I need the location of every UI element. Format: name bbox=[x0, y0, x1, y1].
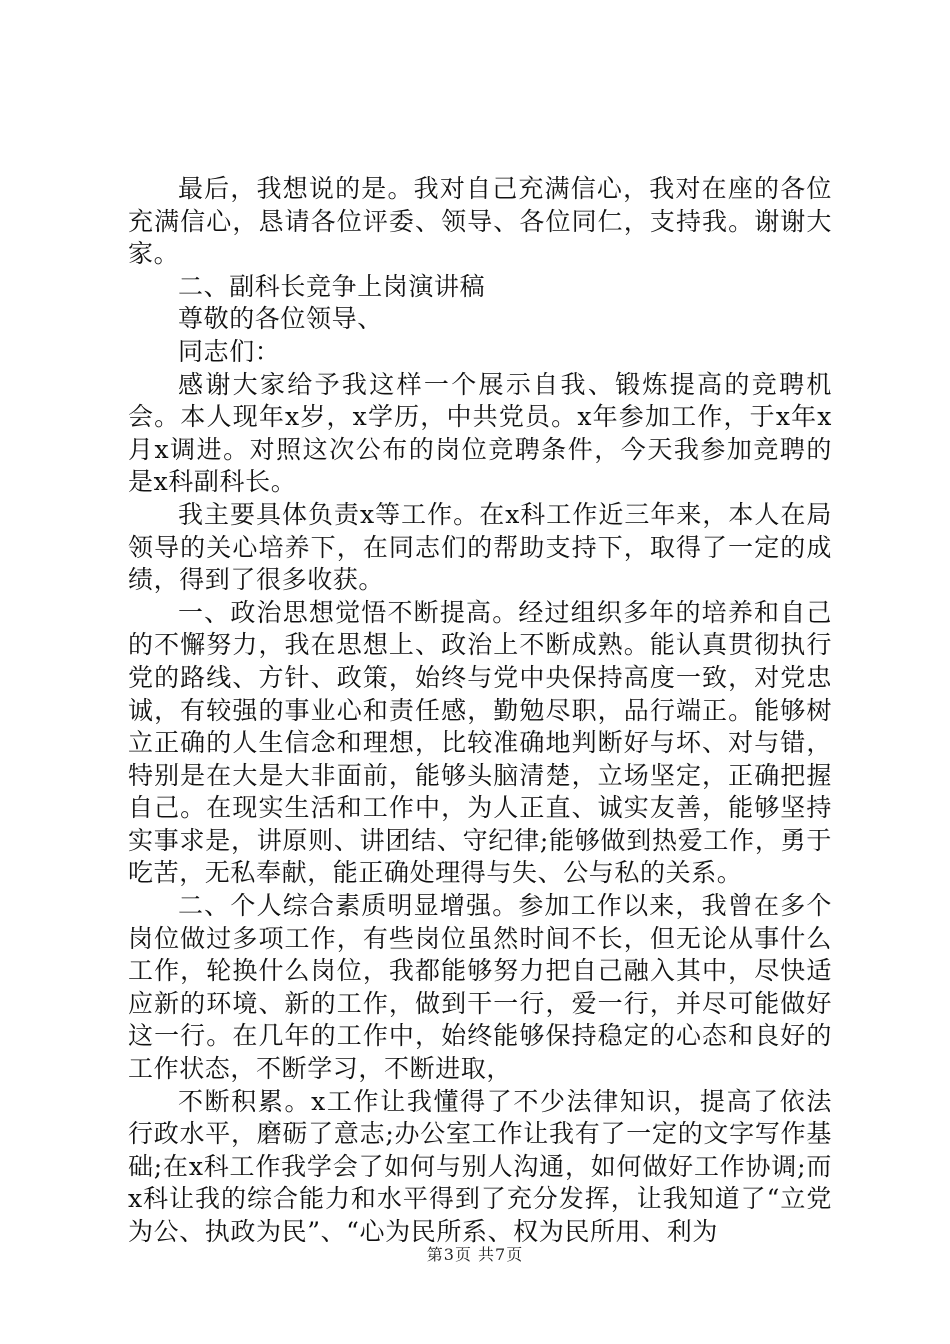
responsibility-paragraph: 我主要具体负责x等工作。在x科工作近三年来，本人在局领导的关心培养下，在同志们的帮助支持下，取得了一定的成绩，得到了很多收获。 bbox=[128, 499, 832, 595]
section-heading: 二、副科长竞争上岗演讲稿 bbox=[178, 271, 486, 301]
document-body bbox=[128, 173, 832, 1249]
quality-paragraph: 二、个人综合素质明显增强。参加工作以来，我曾在多个岗位做过多项工作，有些岗位虽然时间不长，但无论从事什么工作，轮换什么岗位，我都能够努力把自己融入其中，尽快适应新的环境、新的工作，做到干一行，爱一行，并尽可能做好这一行。在几年的工作中，始终能够保持稳定的心态和良好的工作状态，不断学习，不断进取， bbox=[128, 891, 832, 1084]
closing-paragraph: 最后，我想说的是。我对自己充满信心，我对在座的各位充满信心，恳请各位评委、领导、各位同仁，支持我。谢谢大家。 bbox=[128, 174, 832, 269]
accumulation-paragraph: 不断积累。x工作让我懂得了不少法律知识，提高了依法行政水平，磨砺了意志;办公室工作让我有了一定的文字写作基础;在x科工作我学会了如何与别人沟通，如何做好工作协调;而x科让我的综合能力和水平得到了充分发挥，让我知道了“立党为公、执政为民”、“心为民所系、权为民所用、利为 bbox=[128, 1086, 832, 1246]
salutation-line: 同志们： bbox=[178, 336, 281, 366]
page-number-footer: 第3页 共7页 bbox=[426, 1245, 524, 1264]
political-paragraph: 一、政治思想觉悟不断提高。经过组织多年的培养和自己的不懈努力，我在思想上、政治上不断成熟。能认真贯彻执行党的路线、方针、政策，始终与党中央保持高度一致，对党忠诚，有较强的事业心和责任感，勤勉尽职，品行端正。能够树立正确的人生信念和理想，比较准确地判断好与坏、对与错，特别是在大是大非面前，能够头脑清楚，立场坚定，正确把握自己。在现实生活和工作中，为人正直、诚实友善，能够坚持实事求是，讲原则、讲团结、守纪律;能够做到热爱工作，勇于吃苦，无私奉献，能正确处理得与失、公与私的关系。 bbox=[128, 597, 832, 888]
intro-paragraph: 感谢大家给予我这样一个展示自我、锻炼提高的竞聘机会。本人现年x岁，x学历，中共党员。x年参加工作，于x年x月x调进。对照这次公布的岗位竞聘条件，今天我参加竞聘的是x科副科长。 bbox=[128, 369, 832, 497]
salutation-line: 尊敬的各位领导、 bbox=[178, 304, 383, 334]
